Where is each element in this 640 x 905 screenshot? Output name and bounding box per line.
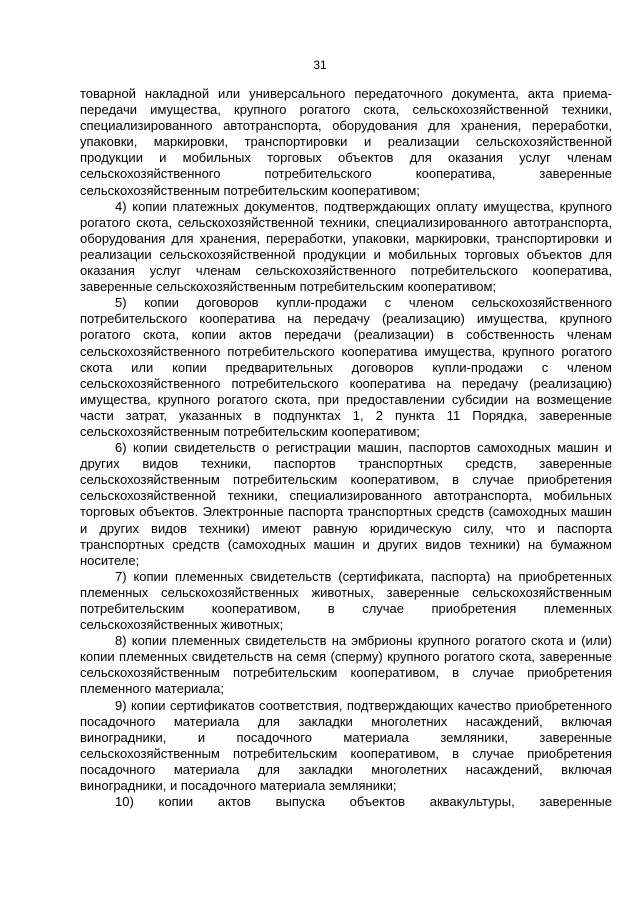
paragraph-item-10: 10) копии актов выпуска объектов аквакультуры, заверенные: [115, 794, 612, 810]
paragraph-continuation: товарной накладной или универсального передаточного документа, акта приема-передачи имущества, крупного рогатого скота, сельскохозяйственной техники, специализированного автотранспорта, оборудования для хранения, переработки, упаковки, маркировки, транспортировки и реализации сельскохозяйственной продукции и мобильных торговых объектов для оказания услуг членам сельскохозяйственного потребительского кооператива, заверенные сельскохозяйственным потребительским кооперативом;: [80, 86, 612, 198]
paragraph-item-4: 4) копии платежных документов, подтверждающих оплату имущества, крупного рогатого скота, сельскохозяйственной техники, специализированного автотранспорта, оборудования для хранения, переработки, упаковки, маркировки, транспортировки и реализации сельскохозяйственной продукции и мобильных торговых объектов для оказания услуг членам сельскохозяйственного потребительского кооператива, заверенные сельскохозяйственным потребительским кооперативом;: [80, 198, 612, 295]
document-body: [80, 86, 612, 810]
paragraph-item-8: 8) копии племенных свидетельств на эмбрионы крупного рогатого скота и (или) копии племенных свидетельств на семя (сперму) крупного рогатого скота, заверенные сельскохозяйственным потребительским кооперативом, в случае приобретения племенного материала;: [80, 633, 612, 697]
paragraph-item-6: 6) копии свидетельств о регистрации машин, паспортов самоходных машин и других видов техники, паспортов транспортных средств, заверенные сельскохозяйственным потребительским кооперативом, в случае приобретения сельскохозяйственной техники, специализированного автотранспорта, мобильных торговых объектов. Электронные паспорта транспортных средств (самоходных машин и других видов техники) имеют равную юридическую силу, что и паспорта транспортных средств (самоходных машин и других видов техники) на бумажном носителе;: [80, 440, 612, 568]
paragraph-item-9: 9) копии сертификатов соответствия, подтверждающих качество приобретенного посадочного материала для закладки многолетних насаждений, включая виноградники, и посадочного материала земляники, заверенные сельскохозяйственным потребительским кооперативом, в случае приобретения посадочного материала для закладки многолетних насаждений, включая виноградники, и посадочного материала земляники;: [80, 697, 612, 794]
paragraph-item-7: 7) копии племенных свидетельств (сертификата, паспорта) на приобретенных племенных сельскохозяйственных животных, заверенные сельскохозяйственным потребительским кооперативом, в случае приобретения племенных сельскохозяйственных животных;: [80, 568, 612, 633]
page-number: 31: [313, 58, 327, 72]
paragraph-item-5: 5) копии договоров купли-продажи с членом сельскохозяйственного потребительского кооператива на передачу (реализацию) имущества, крупного рогатого скота, копии актов передачи (реализации) в собственность членам сельскохозяйственного потребительского кооператива имущества, крупного рогатого скота или копии предварительных договоров купли-продажи с членом сельскохозяйственного потребительского кооператива на передачу (реализацию) имущества, крупного рогатого скота, при предоставлении субсидии на возмещение части затрат, указанных в подпунктах 1, 2 пункта 11 Порядка, заверенные сельскохозяйственным потребительским кооперативом;: [80, 295, 612, 439]
